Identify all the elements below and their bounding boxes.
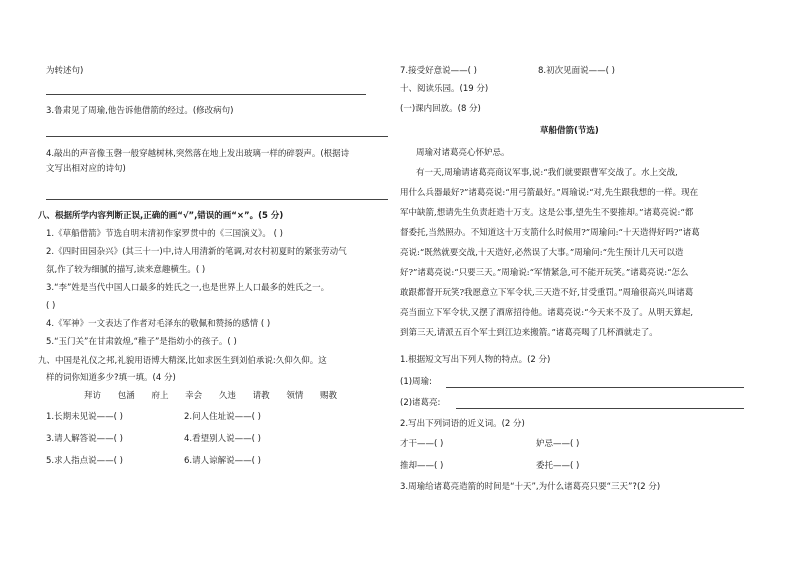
fill-item: 5.求人指点说——( ): [46, 456, 123, 466]
judge-item: 2.《四时田园杂兴》(其三十一)中,诗人用清新的笔调,对农村初夏时的紧张劳动气: [46, 247, 347, 257]
section-9-line2: 样的词你知道多少?填一填。(4 分): [46, 373, 176, 383]
judge-item: 4.《军神》一文表达了作者对毛泽东的敬佩和赞扬的感情 ( ): [46, 319, 271, 329]
passage-line: 亮当面立下军令状,又摆了酒席招待他。诸葛亮说:“今天来不及了。从明天算起,: [400, 308, 694, 318]
word-bank-item: 赐教: [320, 391, 338, 401]
fill-item: 1.长期未见说——( ): [46, 412, 123, 422]
word-bank-item: 请教: [252, 391, 270, 401]
passage-line: 有一天,周瑜请诸葛亮商议军事,说:“我们就要跟曹军交战了。水上交战,: [416, 168, 678, 178]
answer-line: [46, 94, 366, 95]
passage-line: 督委托,当然照办。不知道这十万支箭什么时候用?”周瑜问:“十天造得好吗?”诸葛: [400, 228, 700, 238]
word-bank: [84, 391, 351, 402]
word-bank-item: 包涵: [117, 391, 135, 401]
passage-title: 草船借箭(节选): [540, 126, 599, 136]
answer-line: [46, 136, 388, 137]
passage-line: 军中缺箭,想请先生负责赶造十万支。这是公事,望先生不要推却。”诸葛亮说:“都: [400, 208, 694, 218]
passage-line: 到第三天,请派五百个军士到江边来搬箭。”诸葛亮喝了几杯酒就走了。: [400, 328, 658, 338]
synonym-item: 才干——( ): [400, 439, 444, 449]
section-9-line1: 九、中国是礼仪之邦,礼貌用语博大精深,比如求医生到刘伯承说:久仰久仰。这: [38, 356, 327, 366]
question-4-line1: 4.敲出的声音像玉磬一般穿越树林,突然落在地上发出玻璃一样的碎裂声。(根据诗: [46, 149, 350, 159]
question-4-line2: 文写出相对应的诗句): [46, 164, 126, 174]
reading-question-2: 2.写出下列词语的近义词。(2 分): [400, 419, 525, 429]
section-8-title: 八、根据所学内容判断正误,正确的画“√”,错误的画“×”。(5 分): [38, 211, 284, 221]
judge-item: ( ): [46, 301, 56, 311]
reading-question-1b: (2)诸葛亮:: [400, 398, 441, 408]
fill-item: 3.请人解答说——( ): [46, 434, 123, 444]
passage-line: 用什么兵器最好?”诸葛亮说:“用弓箭最好。”周瑜说:“对,先生跟我想的一样。现在: [400, 188, 699, 198]
word-bank-item: 领情: [286, 391, 304, 401]
synonym-item: 妒忌——( ): [536, 439, 580, 449]
line-top: 为转述句): [46, 66, 84, 76]
fill-item: 2.问人住址说——( ): [184, 412, 261, 422]
word-bank-item: 幸会: [185, 391, 203, 401]
synonym-item: 推却——( ): [400, 461, 444, 471]
word-bank-item: 拜访: [84, 391, 102, 401]
question-7: 7.接受好意说——( ): [400, 66, 477, 76]
answer-line: [456, 408, 744, 409]
passage-line: 好?”诸葛亮说:“只要三天。”周瑜说:“军情紧急,可不能开玩笑。”诸葛亮说:“怎么: [400, 268, 689, 278]
passage-line: 周瑜对诸葛亮心怀妒忌。: [416, 148, 510, 158]
section-10-title: 十、阅读乐园。(19 分): [400, 84, 489, 94]
answer-line: [446, 387, 744, 388]
reading-question-1: 1.根据短文写出下列人物的特点。(2 分): [400, 355, 551, 365]
subsection-1-title: (一)课内回放。(8 分): [400, 104, 481, 114]
fill-item: 6.请人谅解说——( ): [184, 456, 261, 466]
judge-item: 氛,作了较为细腻的描写,读来意趣横生。( ): [46, 265, 206, 275]
word-bank-item: 府上: [151, 391, 169, 401]
fill-item: 4.看望别人说——( ): [184, 434, 261, 444]
passage-line: 敢跟都督开玩笑?我愿意立下军令状,三天造不好,甘受重罚。”周瑜很高兴,叫诸葛: [400, 288, 694, 298]
passage-line: 亮说:“既然就要交战,十天造好,必然误了大事。”周瑜问:“先生预计几天可以造: [400, 248, 684, 258]
judge-item: 5.“玉门关”在甘肃敦煌,“稚子”是指幼小的孩子。( ): [46, 337, 237, 347]
judge-item: 3.“李”姓是当代中国人口最多的姓氏之一,也是世界上人口最多的姓氏之一。: [46, 283, 330, 293]
reading-question-3: 3.周瑜给诸葛亮造箭的时间是“十天”,为什么诸葛亮只要“三天”?(2 分): [400, 482, 661, 492]
reading-question-1a: (1)周瑜:: [400, 377, 432, 387]
judge-item: 1.《草船借箭》节选自明末清初作家罗贯中的《三国演义》。 ( ): [46, 229, 283, 239]
question-8: 8.初次见面说——( ): [538, 66, 615, 76]
answer-line: [46, 199, 388, 200]
synonym-item: 委托——( ): [536, 461, 580, 471]
word-bank-item: 久违: [218, 391, 236, 401]
question-3: 3.鲁肃见了周瑜,他告诉他借箭的经过。(修改病句): [46, 106, 234, 116]
